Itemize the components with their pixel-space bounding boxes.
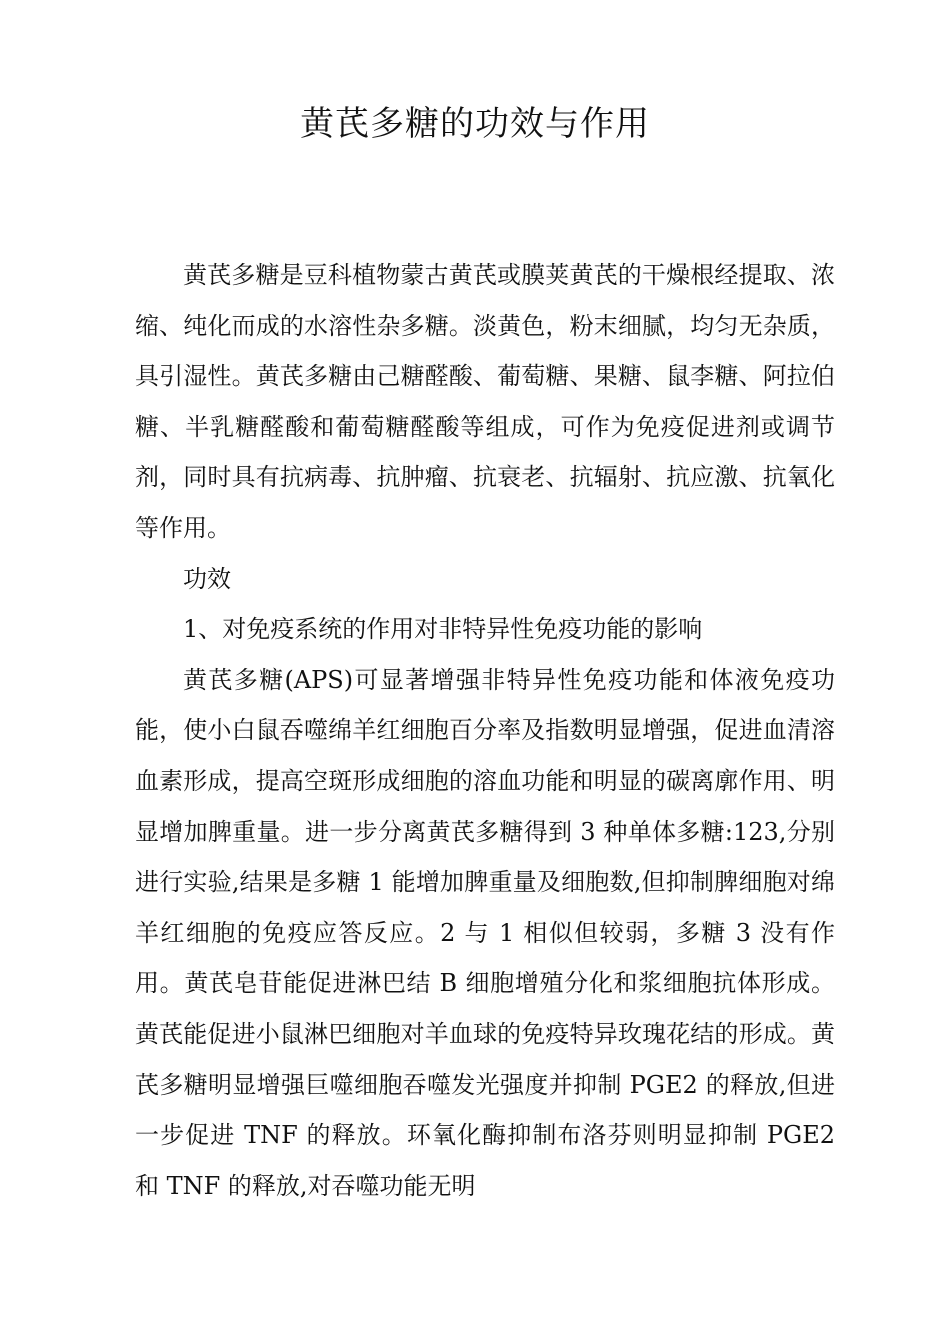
document-title: 黄芪多糖的功效与作用 xyxy=(300,104,650,144)
section-heading-efficacy: 功效 xyxy=(183,564,231,593)
document-body xyxy=(135,250,835,1211)
paragraph-immune-effects: 黄芪多糖(APS)可显著增强非特异性免疫功能和体液免疫功能，使小白鼠吞噬绵羊红细胞百分率及指数明显增强，促进血清溶血素形成，提高空斑形成细胞的溶血功能和明显的碳离廓作用、明显增加脾重量。进一步分离黄芪多糖得到 3 种单体多糖:123,分别进行实验,结果是多糖 1 能增加脾重量及细胞数,但抑制脾细胞对绵羊红细胞的免疫应答反应。2 与 1 相似但较弱，多糖 3 没有作用。黄芪皂苷能促进淋巴结 B 细胞增殖分化和浆细胞抗体形成。黄芪能促进小鼠淋巴细胞对羊血球的免疫特异玫瑰花结的形成。黄芪多糖明显增强巨噬细胞吞噬发光强度并抑制 PGE2 的释放,但进一步促进 TNF 的释放。环氧化酶抑制布洛芬则明显抑制 PGE2 和 TNF 的释放,对吞噬功能无明 xyxy=(135,665,835,1200)
subsection-heading-immune: 1、对免疫系统的作用对非特异性免疫功能的影响 xyxy=(183,615,703,644)
paragraph-intro: 黄芪多糖是豆科植物蒙古黄芪或膜荚黄芪的干燥根经提取、浓缩、纯化而成的水溶性杂多糖。淡黄色，粉末细腻，均匀无杂质，具引湿性。黄芪多糖由己糖醛酸、葡萄糖、果糖、鼠李糖、阿拉伯糖、半乳糖醛酸和葡萄糖醛酸等组成，可作为免疫促进剂或调节剂，同时具有抗病毒、抗肿瘤、抗衰老、抗辐射、抗应激、抗氧化等作用。 xyxy=(135,261,835,542)
